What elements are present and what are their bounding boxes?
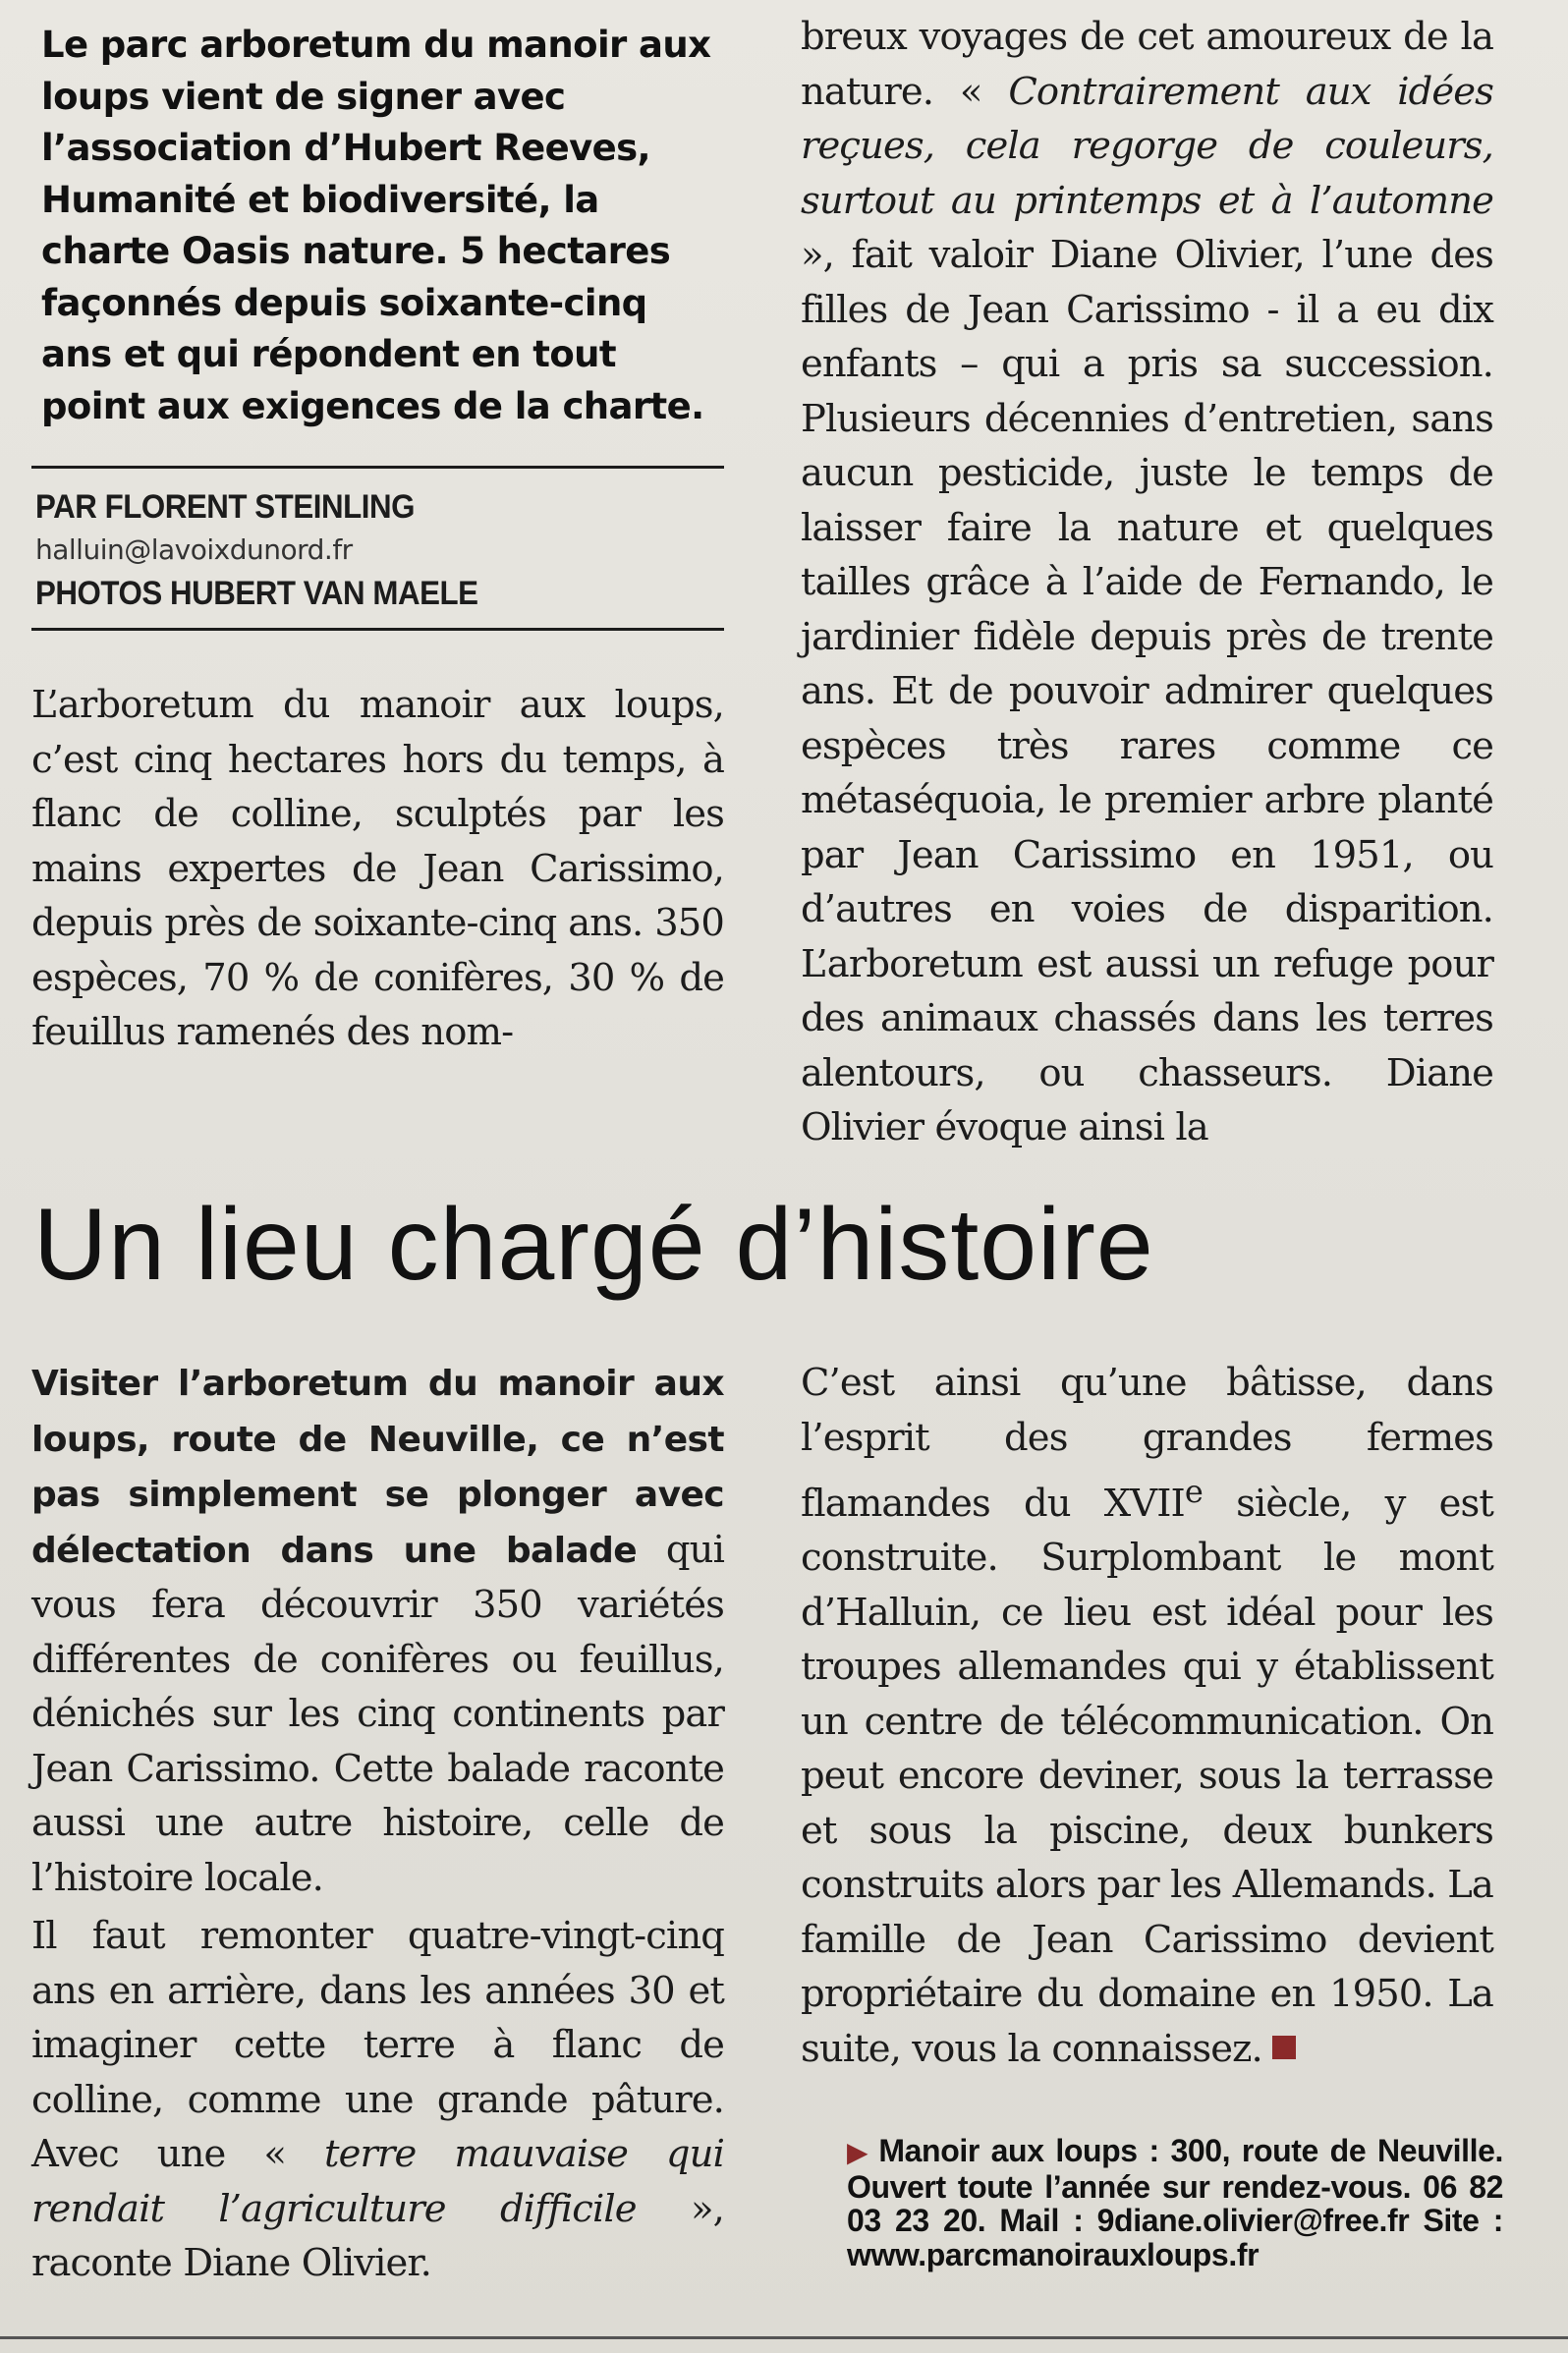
intro-paragraph-part2 xyxy=(801,10,1493,1155)
divider-rule xyxy=(31,466,724,469)
intro-paragraph-part1: L’arboretum du manoir aux loups, c’est cinq hectares hors du temps, à flanc de colline, sculptés par les mains expertes de Jean Carissimo, depuis près de soixante-cinq ans. 350 espèces, 70 % de conifères, 30 % de feuillus ramenés des nom- xyxy=(31,683,724,1054)
intro-text: breux voyages de cet amoureux de la nature. « xyxy=(801,15,1493,114)
section-paragraph-2 xyxy=(31,1909,724,2291)
paragraph-quote: terre mauvaise qui rendait l’agriculture difficile xyxy=(31,2132,724,2231)
century-superscript: e xyxy=(1184,1473,1203,1510)
end-of-article-square-icon xyxy=(1272,2036,1296,2059)
section-lead-paragraph xyxy=(31,1356,724,1905)
left-column-top xyxy=(31,20,724,1060)
section-headline: Un lieu chargé d’histoire xyxy=(33,1188,1154,1302)
paragraph-text: », raconte Diane Olivier. xyxy=(31,2186,724,2285)
left-column-bottom xyxy=(31,1356,724,2291)
photo-credit: PHOTOS HUBERT VAN MAELE xyxy=(35,575,478,612)
lead-bold-text: Visiter l’arboretum du manoir aux loups, route de Neuville, ce n’est pas simplement se plonger avec délectation dans une balade xyxy=(31,1364,724,1571)
lead-text: qui vous fera découvrir 350 variétés différentes de conifères ou feuillus, dénichés sur les cinq continents par Jean Carissimo. Cette balade raconte aussi une autre histoire, celle de l’histoire locale. xyxy=(31,1527,724,1900)
right-column-bottom xyxy=(801,1356,1493,2076)
article-chapeau: Le parc arboretum du manoir aux loups vient de signer avec l’association d’Hubert Reeves, Humanité et biodiversité, la charte Oasis nature. 5 hectares façonnés depuis soixante-cinq ans et qui répondent en tout point aux exigences de la charte. xyxy=(41,24,711,427)
section-paragraph-3 xyxy=(801,1356,1493,2076)
author-email-link[interactable]: halluin@lavoixdunord.fr xyxy=(35,533,353,566)
paragraph-text: siècle, y est construite. Surplombant le mont d’Halluin, ce lieu est idéal pour les troupes allemandes qui y établissent un centre de télécommunication. On peut encore deviner, sous la terrasse et sous la piscine, deux bunkers construits alors par les Allemands. La famille de Jean Carissimo devient propriétaire du domaine en 1950. La suite, vous la connaissez. xyxy=(801,1481,1493,2071)
intro-text: », fait valoir Diane Olivier, l’une des filles de Jean Carissimo - il a eu dix enfants – qui a pris sa succession. Plusieurs décennies d’entretien, sans aucun pesticide, juste le temps de laisser faire la nature et quelques tailles grâce à l’aide de Fernando, le jardinier fidèle depuis près de trente ans. Et de pouvoir admirer quelques espèces très rares comme ce métaséquoia, le premier arbre planté par Jean Carissimo en 1951, ou d’autres en voies de disparition. L’arboretum est aussi un refuge pour des animaux chassés dans les terres alentours, ou chasseurs. Diane Olivier évoque ainsi la xyxy=(801,233,1493,1149)
right-column-top xyxy=(801,10,1493,1155)
page-bottom-rule xyxy=(0,2336,1568,2339)
practical-info-box xyxy=(847,2134,1503,2271)
triangle-arrow-icon: ▶ xyxy=(847,2137,871,2167)
practical-info-text: Manoir aux loups : 300, route de Neuville. Ouvert toute l’année sur rendez-vous. 06 82 03 23 20. Mail : 9diane.olivier@free.fr Site : www.parcmanoirauxloups.fr xyxy=(847,2133,1503,2272)
intro-quote: Contrairement aux idées reçues, cela regorge de couleurs, surtout au printemps et à l’automne xyxy=(801,69,1493,223)
paragraph-text: C’est ainsi qu’une bâtisse, dans l’esprit des grandes fermes flamandes du XVII xyxy=(801,1361,1493,1526)
divider-rule xyxy=(31,628,724,631)
author-byline: PAR FLORENT STEINLING xyxy=(35,488,415,526)
article-credits xyxy=(35,482,724,618)
paragraph-text: Il faut remonter quatre-vingt-cinq ans en arrière, dans les années 30 et imaginer cette terre à flanc de colline, comme une grande pâture. Avec une « xyxy=(31,1914,724,2176)
